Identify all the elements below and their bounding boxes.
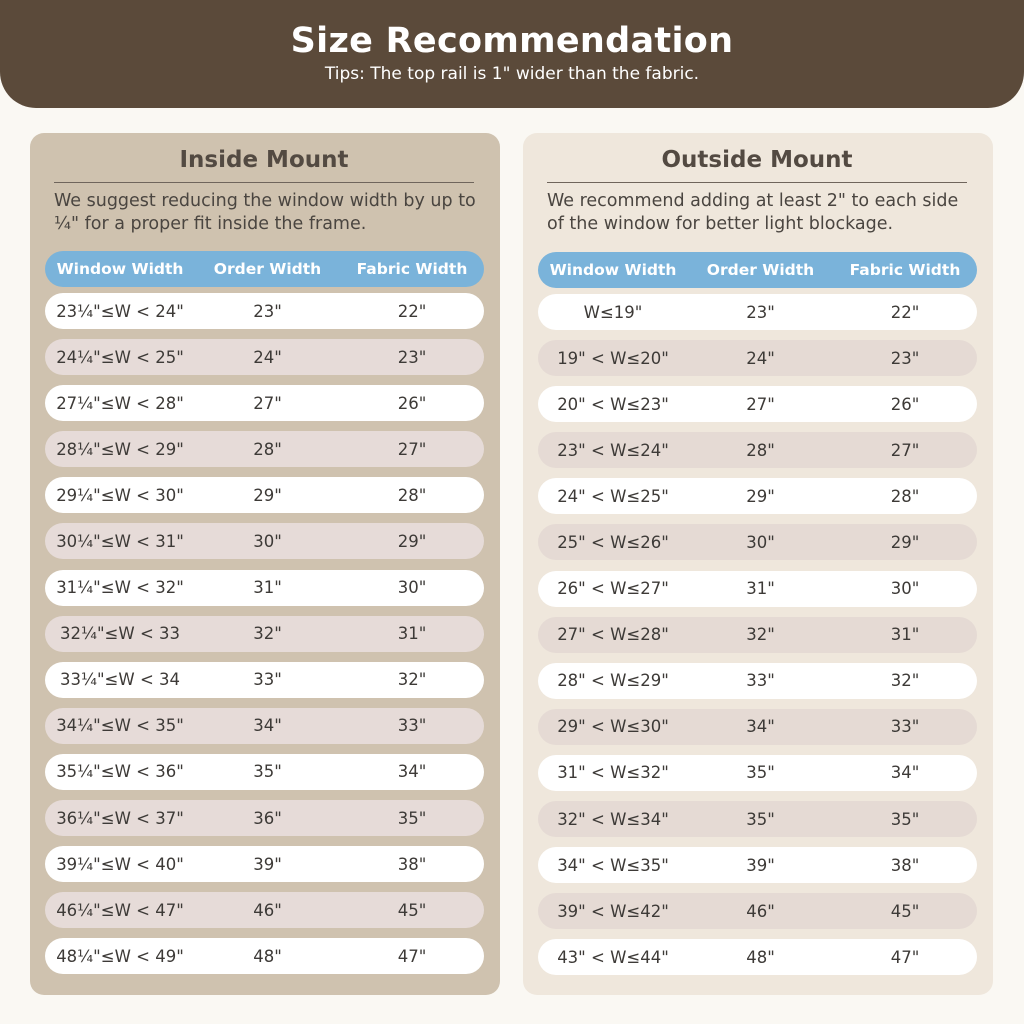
table-body (45, 293, 484, 974)
table-row (538, 709, 977, 745)
header-banner (0, 0, 1024, 108)
fabric-width-cell: 33" (890, 717, 920, 737)
table-row (538, 386, 977, 422)
fabric-width-cell: 30" (397, 578, 427, 598)
window-width-cell: 31" < W≤32" (557, 763, 669, 783)
window-width-cell: 34" < W≤35" (557, 855, 669, 875)
order-width-cell: 31" (746, 579, 775, 599)
table-row (538, 663, 977, 699)
order-width-cell: 27" (253, 393, 282, 413)
order-width-cell: 34" (746, 717, 775, 737)
window-width-cell: 23" < W≤24" (557, 440, 669, 460)
inside-mount-description: We suggest reducing the window width by up to ¼" for a proper fit inside the frame. (54, 191, 476, 234)
column-header-fabric-width: Fabric Width (849, 261, 961, 279)
window-width-cell: 46¼"≤W < 47" (56, 900, 184, 920)
table-row (538, 524, 977, 560)
column-header-order-width: Order Width (706, 261, 815, 279)
order-width-cell: 46" (746, 901, 775, 921)
fabric-width-cell: 28" (397, 485, 427, 505)
inside-mount-title: Inside Mount (179, 147, 349, 173)
fabric-width-cell: 35" (397, 808, 427, 828)
order-width-cell: 46" (253, 900, 282, 920)
window-width-cell: 29" < W≤30" (557, 717, 669, 737)
divider (547, 182, 967, 183)
window-width-cell: 35¼"≤W < 36" (56, 762, 184, 782)
window-width-cell: 36¼"≤W < 37" (56, 808, 184, 828)
table-row (45, 616, 484, 652)
fabric-width-cell: 38" (397, 854, 427, 874)
fabric-width-cell: 47" (890, 947, 920, 967)
window-width-cell: 20" < W≤23" (557, 394, 669, 414)
window-width-cell: 28" < W≤29" (557, 671, 669, 691)
fabric-width-cell: 33" (397, 716, 427, 736)
order-width-cell: 33" (253, 670, 282, 690)
table-row (538, 939, 977, 975)
window-width-cell: 24¼"≤W < 25" (56, 347, 184, 367)
window-width-cell: 26" < W≤27" (557, 579, 669, 599)
outside-size-table (538, 252, 977, 985)
order-width-cell: 28" (746, 440, 775, 460)
column-header-window-width: Window Width (56, 260, 184, 278)
table-body (538, 294, 977, 975)
fabric-width-cell: 29" (397, 531, 427, 551)
order-width-cell: 30" (746, 532, 775, 552)
window-width-cell: 32¼"≤W < 33 (59, 624, 181, 644)
window-width-cell: 19" < W≤20" (557, 348, 669, 368)
table-row (538, 478, 977, 514)
window-width-cell: 32" < W≤34" (557, 809, 669, 829)
order-width-cell: 23" (746, 302, 775, 322)
order-width-cell: 24" (746, 348, 775, 368)
column-header-window-width: Window Width (549, 261, 677, 279)
table-row (45, 293, 484, 329)
fabric-width-cell: 38" (890, 855, 920, 875)
fabric-width-cell: 47" (397, 946, 427, 966)
fabric-width-cell: 23" (890, 348, 920, 368)
fabric-width-cell: 30" (890, 579, 920, 599)
table-row (45, 477, 484, 513)
order-width-cell: 24" (253, 347, 282, 367)
order-width-cell: 35" (746, 763, 775, 783)
table-row (538, 893, 977, 929)
table-row (45, 708, 484, 744)
window-width-cell: W≤19" (583, 302, 643, 322)
order-width-cell: 32" (746, 625, 775, 645)
table-row (45, 800, 484, 836)
window-width-cell: 24" < W≤25" (557, 486, 669, 506)
window-width-cell: 23¼"≤W < 24" (56, 301, 184, 321)
outside-mount-panel (523, 133, 993, 995)
fabric-width-cell: 35" (890, 809, 920, 829)
fabric-width-cell: 34" (397, 762, 427, 782)
header-tip: Tips: The top rail is 1" wider than the fabric. (324, 64, 700, 84)
table-header (538, 252, 977, 288)
window-width-cell: 43" < W≤44" (557, 947, 669, 967)
window-width-cell: 39" < W≤42" (557, 901, 669, 921)
order-width-cell: 27" (746, 394, 775, 414)
column-header-fabric-width: Fabric Width (356, 260, 468, 278)
window-width-cell: 28¼"≤W < 29" (56, 439, 184, 459)
window-width-cell: 27" < W≤28" (557, 625, 669, 645)
order-width-cell: 35" (253, 762, 282, 782)
order-width-cell: 30" (253, 531, 282, 551)
order-width-cell: 31" (253, 578, 282, 598)
table-header (45, 251, 484, 287)
inside-mount-panel (30, 133, 500, 995)
window-width-cell: 31¼"≤W < 32" (56, 578, 184, 598)
window-width-cell: 25" < W≤26" (557, 532, 669, 552)
page-title: Size Recommendation (290, 21, 734, 61)
fabric-width-cell: 31" (890, 625, 920, 645)
divider (54, 182, 474, 183)
table-row (45, 662, 484, 698)
table-row (538, 801, 977, 837)
order-width-cell: 34" (253, 716, 282, 736)
order-width-cell: 35" (746, 809, 775, 829)
table-row (538, 571, 977, 607)
table-row (538, 432, 977, 468)
table-row (45, 938, 484, 974)
order-width-cell: 32" (253, 624, 282, 644)
fabric-width-cell: 34" (890, 763, 920, 783)
table-row (538, 755, 977, 791)
order-width-cell: 39" (253, 854, 282, 874)
table-row (538, 617, 977, 653)
window-width-cell: 34¼"≤W < 35" (56, 716, 184, 736)
order-width-cell: 29" (253, 485, 282, 505)
window-width-cell: 27¼"≤W < 28" (56, 393, 184, 413)
order-width-cell: 29" (746, 486, 775, 506)
table-row (45, 892, 484, 928)
fabric-width-cell: 28" (890, 486, 920, 506)
window-width-cell: 48¼"≤W < 49" (56, 946, 184, 966)
table-row (538, 847, 977, 883)
order-width-cell: 28" (253, 439, 282, 459)
fabric-width-cell: 27" (397, 439, 427, 459)
fabric-width-cell: 32" (890, 671, 920, 691)
column-header-order-width: Order Width (213, 260, 322, 278)
inside-size-table (45, 251, 484, 984)
outside-mount-title: Outside Mount (661, 147, 853, 173)
order-width-cell: 39" (746, 855, 775, 875)
window-width-cell: 30¼"≤W < 31" (56, 531, 184, 551)
table-row (538, 294, 977, 330)
order-width-cell: 33" (746, 671, 775, 691)
fabric-width-cell: 29" (890, 532, 920, 552)
fabric-width-cell: 31" (397, 624, 427, 644)
fabric-width-cell: 27" (890, 440, 920, 460)
fabric-width-cell: 26" (397, 393, 427, 413)
table-row (45, 523, 484, 559)
order-width-cell: 36" (253, 808, 282, 828)
window-width-cell: 39¼"≤W < 40" (56, 854, 184, 874)
table-row (45, 385, 484, 421)
outside-mount-description: We recommend adding at least 2" to each side of the window for better light blockage. (547, 191, 959, 234)
table-row (45, 754, 484, 790)
order-width-cell: 23" (253, 301, 282, 321)
window-width-cell: 29¼"≤W < 30" (56, 485, 184, 505)
fabric-width-cell: 23" (397, 347, 427, 367)
fabric-width-cell: 26" (890, 394, 920, 414)
fabric-width-cell: 22" (890, 302, 920, 322)
fabric-width-cell: 32" (397, 670, 427, 690)
table-row (45, 339, 484, 375)
fabric-width-cell: 45" (397, 900, 427, 920)
order-width-cell: 48" (253, 946, 282, 966)
table-row (45, 570, 484, 606)
order-width-cell: 48" (746, 947, 775, 967)
fabric-width-cell: 22" (397, 301, 427, 321)
window-width-cell: 33¼"≤W < 34 (59, 670, 181, 690)
table-row (45, 846, 484, 882)
fabric-width-cell: 45" (890, 901, 920, 921)
table-row (45, 431, 484, 467)
table-row (538, 340, 977, 376)
